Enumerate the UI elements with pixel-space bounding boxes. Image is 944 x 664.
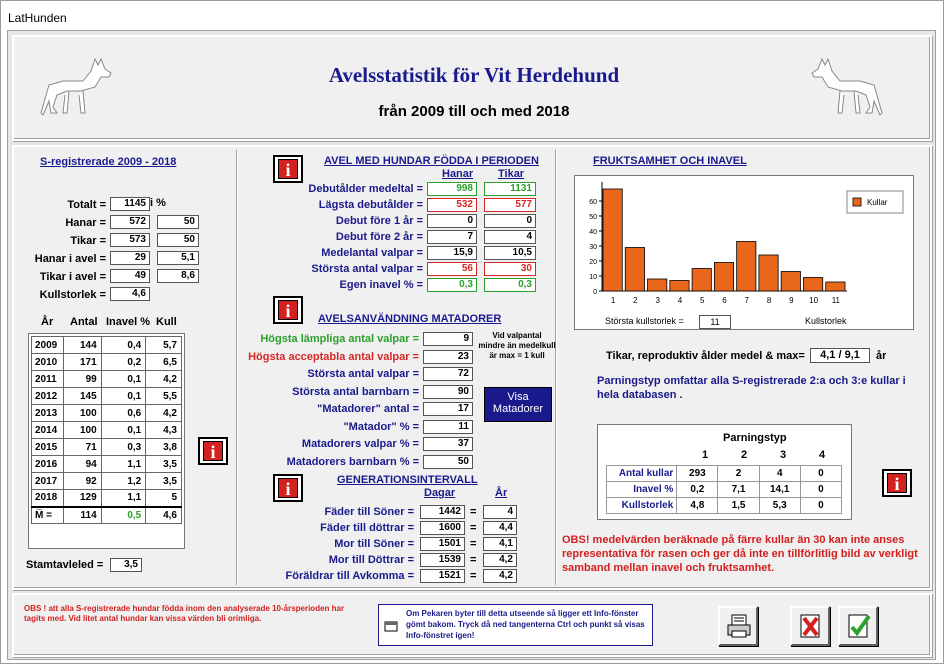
section-heading-matador: AVELSANVÄNDNING MATADORER xyxy=(318,313,502,325)
gen-years-value: 4 xyxy=(483,505,517,519)
table-cell: 1,1 xyxy=(101,456,146,473)
ptype-col-header: 1 xyxy=(702,449,709,461)
matador-note: Vid valpantal mindre än medelkull är max = 1 kull xyxy=(478,331,556,360)
stat-pct: 5,1 xyxy=(157,251,199,265)
table-cell: 2015 xyxy=(32,439,64,456)
table-row xyxy=(32,405,182,422)
matador-value: 17 xyxy=(423,402,473,416)
table-cell: 0,1 xyxy=(101,371,146,388)
gen-days-value: 1539 xyxy=(420,553,465,567)
table-cell: 2016 xyxy=(32,456,64,473)
bar xyxy=(603,189,622,291)
section-heading-gen: GENERATIONSINTERVALL xyxy=(337,474,478,486)
ptype-cell: 293 xyxy=(677,466,718,482)
section-heading-fruit: FRUKTSAMHET OCH INAVEL xyxy=(593,155,747,167)
stamtavla-value: 3,5 xyxy=(110,558,142,572)
x-tick-label: 4 xyxy=(677,296,683,305)
x-tick-label: 8 xyxy=(766,296,772,305)
info-button[interactable] xyxy=(882,469,912,497)
y-tick-label: 10 xyxy=(589,274,597,281)
table-cell: 3,8 xyxy=(146,439,182,456)
avel-label: Egen inavel % = xyxy=(339,279,423,291)
ptype-col-header: 3 xyxy=(780,449,787,461)
window-title: LatHunden xyxy=(1,1,943,31)
avel-hanar-value: 7 xyxy=(427,230,477,244)
stat-label: Tikar = xyxy=(70,235,106,247)
table-row xyxy=(32,490,182,507)
y-tick-label: 0 xyxy=(593,289,597,296)
table-cell: 71 xyxy=(63,439,101,456)
table-cell: 2013 xyxy=(32,405,64,422)
ptype-row-label: Antal kullar xyxy=(607,466,677,482)
stat-label: Tikar i avel = xyxy=(39,271,106,283)
matador-label: Högsta acceptabla antal valpar = xyxy=(248,350,419,363)
table-cell: 0,2 xyxy=(101,354,146,371)
ok-icon xyxy=(847,613,871,639)
bar xyxy=(759,255,778,291)
stat-label: Totalt = xyxy=(67,199,106,211)
footer-obs: OBS ! att alla S-registrerade hundar födda inom den analyserade 10-årsperioden har tagits med. Vid litet antal hundar kan vissa värden bli orimliga. xyxy=(24,604,345,623)
ptype-title: Parningstyp xyxy=(723,432,787,444)
gen-label: Fäder till Söner = xyxy=(324,506,414,518)
stat-value: 572 xyxy=(110,215,150,229)
ptype-row-label: Kullstorlek xyxy=(607,498,677,514)
table-cell: 5,5 xyxy=(146,388,182,405)
table-row xyxy=(32,371,182,388)
table-cell: 0,3 xyxy=(101,439,146,456)
avel-tikar-value: 0,3 xyxy=(484,278,536,292)
table-cell: 145 xyxy=(63,388,101,405)
gen-label: Föräldrar till Avkomma = xyxy=(285,570,414,582)
bar xyxy=(803,278,822,292)
y-tick-label: 30 xyxy=(589,244,597,251)
avel-label: Största antal valpar = xyxy=(311,263,423,275)
table-cell: 1,2 xyxy=(101,473,146,490)
largest-litter-value: 11 xyxy=(699,315,731,329)
ptype-cell: 2 xyxy=(718,466,759,482)
col-years: År xyxy=(495,487,508,499)
x-tick-label: 2 xyxy=(633,296,638,305)
bar xyxy=(781,272,800,292)
matador-value: 37 xyxy=(423,437,473,451)
ptype-cell: 5,3 xyxy=(759,498,800,514)
x-tick-label: 6 xyxy=(722,296,727,305)
mean-cell: M̅ = xyxy=(32,507,64,524)
matador-label: Matadorers barnbarn % = xyxy=(286,455,419,468)
gen-days-value: 1501 xyxy=(420,537,465,551)
table-row xyxy=(32,473,182,490)
table-cell: 0,1 xyxy=(101,388,146,405)
largest-litter-label: Största kullstorlek = xyxy=(605,316,684,326)
avel-tikar-value: 30 xyxy=(484,262,536,276)
table-row xyxy=(32,337,182,354)
matador-value: 11 xyxy=(423,420,473,434)
chart-svg xyxy=(575,176,913,329)
y-tick-label: 20 xyxy=(589,259,597,266)
table-cell: 144 xyxy=(63,337,101,354)
stat-label: Hanar = xyxy=(65,217,106,229)
tip-text: Om Pekaren byter till detta utseende så ligger ett Info-fönster gömt bakom. Tryck då ned tangenterna Ctrl och punkt så visas Info-fönstret igen! xyxy=(406,609,645,640)
repro-value: 4,1 / 9,1 xyxy=(810,348,870,363)
table-row xyxy=(32,388,182,405)
stat-label: Hanar i avel = xyxy=(34,253,106,265)
table-cell: 6,5 xyxy=(146,354,182,371)
table-row xyxy=(32,354,182,371)
print-button[interactable] xyxy=(718,606,758,646)
gen-years-value: 4,2 xyxy=(483,569,517,583)
y-tick-label: 40 xyxy=(589,229,597,236)
ptype-row xyxy=(607,498,842,514)
stat-value: 573 xyxy=(110,233,150,247)
avel-label: Debut före 1 år = xyxy=(335,215,423,227)
avel-label: Lägsta debutålder = xyxy=(318,199,423,211)
table-cell: 2018 xyxy=(32,490,64,507)
x-tick-label: 5 xyxy=(700,296,705,305)
table-cell: 99 xyxy=(63,371,101,388)
avel-hanar-value: 15,9 xyxy=(427,246,477,260)
legend-swatch xyxy=(853,198,861,206)
equals-sign: = xyxy=(470,522,477,534)
info-icon: i xyxy=(203,441,223,461)
page-subtitle: från 2009 till och med 2018 xyxy=(378,103,570,120)
matador-value: 90 xyxy=(423,385,473,399)
avel-label: Medelantal valpar = xyxy=(321,247,423,259)
x-tick-label: 10 xyxy=(809,296,819,305)
x-tick-label: 3 xyxy=(655,296,660,305)
ptype-cell: 7,1 xyxy=(718,482,759,498)
matador-label: Största antal barnbarn = xyxy=(292,385,419,398)
table-cell: 171 xyxy=(63,354,101,371)
mean-cell: 114 xyxy=(63,507,101,524)
matador-label: Högsta lämpliga antal valpar = xyxy=(260,333,419,345)
avel-hanar-value: 532 xyxy=(427,198,477,212)
avel-tikar-value: 577 xyxy=(484,198,536,212)
repro-label: Tikar, reproduktiv ålder medel & max= xyxy=(606,350,805,362)
mean-row xyxy=(32,507,182,524)
info-icon: i xyxy=(278,159,298,179)
table-row xyxy=(32,422,182,439)
stat-value: 29 xyxy=(110,251,150,265)
x-tick-label: 7 xyxy=(744,296,749,305)
col-header: Kull xyxy=(156,316,177,328)
section-heading-registered: S-registrerade 2009 - 2018 xyxy=(40,156,177,168)
legend-label: Kullar xyxy=(867,198,888,207)
table-cell: 2017 xyxy=(32,473,64,490)
ptype-cell: 4,8 xyxy=(677,498,718,514)
section-heading-avel: AVEL MED HUNDAR FÖDDA I PERIODEN xyxy=(324,155,539,167)
bar xyxy=(670,281,689,292)
ptype-cell: 14,1 xyxy=(759,482,800,498)
print-icon xyxy=(726,613,752,639)
ptype-row xyxy=(607,482,842,498)
table-cell: 5 xyxy=(146,490,182,507)
divider xyxy=(236,150,238,585)
matador-label: Matadorers valpar % = xyxy=(301,438,419,450)
table-cell: 4,3 xyxy=(146,422,182,439)
table-cell: 0,4 xyxy=(101,337,146,354)
avel-tikar-value: 4 xyxy=(484,230,536,244)
ptype-cell: 4 xyxy=(759,466,800,482)
ptype-row xyxy=(607,466,842,482)
ptype-col-header: 4 xyxy=(819,449,826,461)
table-cell: 2009 xyxy=(32,337,64,354)
bar xyxy=(714,263,733,292)
table-cell: 0,1 xyxy=(101,422,146,439)
gen-days-value: 1442 xyxy=(420,505,465,519)
tip-box xyxy=(378,604,653,646)
table-cell: 92 xyxy=(63,473,101,490)
gen-years-value: 4,2 xyxy=(483,553,517,567)
table-cell: 3,5 xyxy=(146,456,182,473)
col-tikar: Tikar xyxy=(498,168,525,180)
table-row xyxy=(32,456,182,473)
equals-sign: = xyxy=(470,506,477,518)
table-cell: 100 xyxy=(63,422,101,439)
matador-value: 72 xyxy=(423,367,473,381)
col-hanar: Hanar xyxy=(442,168,474,180)
avel-hanar-value: 0 xyxy=(427,214,477,228)
cancel-button[interactable] xyxy=(790,606,830,646)
info-button[interactable] xyxy=(273,296,303,324)
ptype-cell: 0 xyxy=(800,498,841,514)
gen-label: Mor till Döttrar = xyxy=(328,554,414,566)
table-cell: 2011 xyxy=(32,371,64,388)
matador-value: 9 xyxy=(423,332,473,346)
bar xyxy=(692,269,711,292)
ptype-note: Parningstyp omfattar alla S-registrerade 2:a och 3:e kullar i hela databasen . xyxy=(597,375,906,401)
col-header: Inavel % xyxy=(106,316,151,328)
gen-label: Mor till Söner = xyxy=(334,538,414,550)
bar xyxy=(625,248,644,292)
year-table-frame xyxy=(28,333,185,549)
table-cell: 1,1 xyxy=(101,490,146,507)
stat-value: 49 xyxy=(110,269,150,283)
gen-days-value: 1521 xyxy=(420,569,465,583)
avel-hanar-value: 0,3 xyxy=(427,278,477,292)
col-days: Dagar xyxy=(424,487,456,499)
avel-tikar-value: 10,5 xyxy=(484,246,536,260)
avel-hanar-value: 998 xyxy=(427,182,477,196)
table-cell: 3,5 xyxy=(146,473,182,490)
info-button[interactable] xyxy=(198,437,228,465)
matador-value: 23 xyxy=(423,350,473,364)
ptype-cell: 1,5 xyxy=(718,498,759,514)
matador-label: "Matador" % = xyxy=(343,420,419,433)
avel-label: Debutålder medeltal = xyxy=(308,183,423,195)
table-cell: 2014 xyxy=(32,422,64,439)
y-tick-label: 60 xyxy=(589,199,597,206)
info-icon: i xyxy=(278,300,298,320)
avel-tikar-value: 1131 xyxy=(484,182,536,196)
gen-years-value: 4,1 xyxy=(483,537,517,551)
table-cell: 4,2 xyxy=(146,371,182,388)
cancel-icon xyxy=(799,613,823,639)
table-row xyxy=(32,439,182,456)
matador-value: 50 xyxy=(423,455,473,469)
stat-pct: 8,6 xyxy=(157,269,199,283)
x-axis-label: Kullstorlek xyxy=(805,316,847,326)
avel-label: Debut före 2 år = xyxy=(335,231,423,243)
matador-label: "Matadorer" antal = xyxy=(317,403,419,415)
header-panel xyxy=(12,35,932,141)
x-tick-label: 11 xyxy=(831,296,841,305)
table-cell: 0,6 xyxy=(101,405,146,422)
page-title: Avelsstatistik för Vit Herdehund xyxy=(328,63,620,87)
bar xyxy=(737,242,756,292)
pct-header: i % xyxy=(150,197,166,209)
ptype-table xyxy=(606,465,842,514)
x-tick-label: 9 xyxy=(789,296,794,305)
avel-hanar-value: 56 xyxy=(427,262,477,276)
info-button[interactable] xyxy=(273,474,303,502)
col-header: År xyxy=(41,316,54,328)
table-cell: 2010 xyxy=(32,354,64,371)
gen-days-value: 1600 xyxy=(420,521,465,535)
table-cell: 2012 xyxy=(32,388,64,405)
stat-pct: 50 xyxy=(157,233,199,247)
col-header: Antal xyxy=(70,316,98,328)
gen-label: Fäder till döttrar = xyxy=(320,522,414,534)
stamtavla-label: Stamtavleled = xyxy=(26,559,104,571)
equals-sign: = xyxy=(470,570,477,582)
ok-button[interactable] xyxy=(838,606,878,646)
ptype-col-header: 2 xyxy=(741,449,748,461)
year-table xyxy=(31,336,182,524)
cursor-icon xyxy=(384,619,398,633)
ptype-cell: 0 xyxy=(800,466,841,482)
stat-value: 1145 xyxy=(110,197,150,211)
info-button[interactable] xyxy=(273,155,303,183)
table-cell: 100 xyxy=(63,405,101,422)
table-cell: 5,7 xyxy=(146,337,182,354)
table-cell: 129 xyxy=(63,490,101,507)
info-icon: i xyxy=(278,478,298,498)
divider xyxy=(555,150,557,585)
stat-pct: 50 xyxy=(157,215,199,229)
x-tick-label: 1 xyxy=(610,296,616,305)
avel-tikar-value: 0 xyxy=(484,214,536,228)
mean-cell: 4,6 xyxy=(146,507,182,524)
bar xyxy=(826,282,845,291)
litter-chart xyxy=(574,175,914,330)
ptype-cell: 0 xyxy=(800,482,841,498)
table-cell: 94 xyxy=(63,456,101,473)
table-cell: 4,2 xyxy=(146,405,182,422)
ptype-cell: 0,2 xyxy=(677,482,718,498)
mean-cell: 0,5 xyxy=(101,507,146,524)
matador-label: Största antal valpar = xyxy=(307,368,419,380)
info-icon: i xyxy=(887,473,907,493)
ptype-row-label: Inavel % xyxy=(607,482,677,498)
bar xyxy=(648,279,667,291)
obs-warning: OBS! medelvärden beräknade på färre kullar än 30 kan inte anses representativa för rasen och ger då inte en tillförlitlig bild av verkligt samband mellan inavel och fruktsamhet. xyxy=(562,534,918,574)
ptype-table-frame xyxy=(597,424,852,520)
gen-years-value: 4,4 xyxy=(483,521,517,535)
equals-sign: = xyxy=(470,554,477,566)
repro-unit: år xyxy=(876,350,887,362)
stat-value: 4,6 xyxy=(110,287,150,301)
y-tick-label: 50 xyxy=(589,214,597,221)
stat-label: Kullstorlek = xyxy=(39,289,106,301)
equals-sign: = xyxy=(470,538,477,550)
show-matadors-button[interactable]: Visa Matadorer xyxy=(484,387,552,422)
